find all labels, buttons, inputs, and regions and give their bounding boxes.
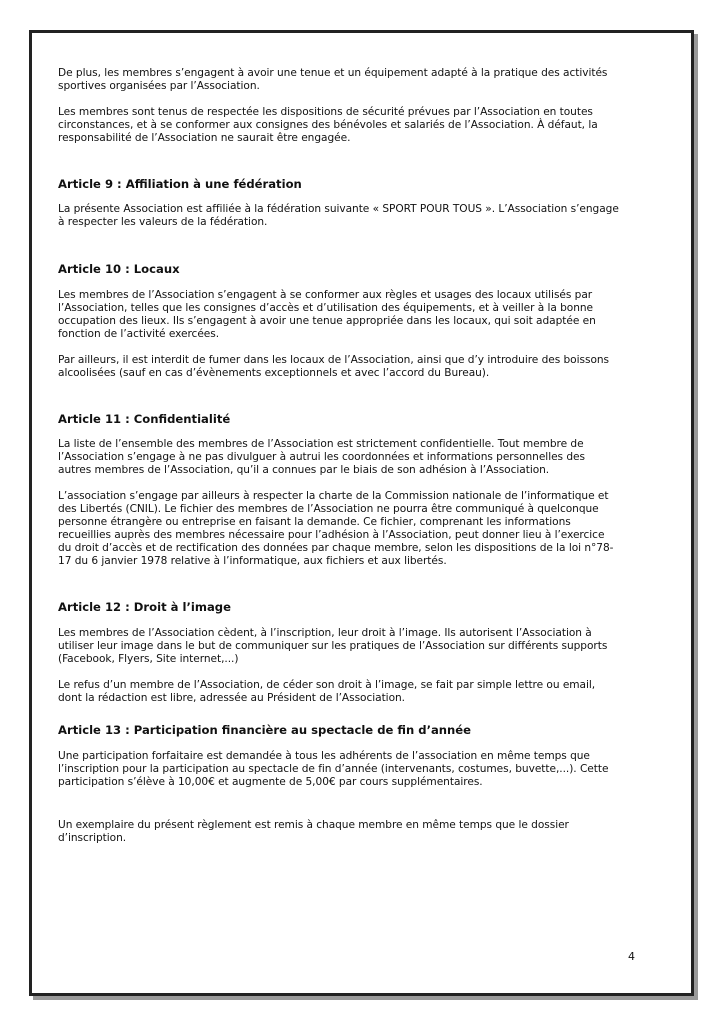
article-9-paragraph-1: La présente Association est affiliée à la fédération suivante « SPORT POUR TOUS ». L’Association s’engage à respecter les valeurs de la fédération. <box>58 203 619 228</box>
article-11-heading: Article 11 : Confidentialité <box>58 412 231 426</box>
article-10-paragraph-2: Par ailleurs, il est interdit de fumer dans les locaux de l’Association, ainsi que d’y introduire des boissons alcoolisées (sauf en cas d’évènements exceptionnels et avec l’accord du Bureau). <box>58 354 610 379</box>
article-10-paragraph-1: Les membres de l’Association s’engagent à se conformer aux règles et usages des locaux utilisés par l’Association, telles que les consignes d’accès et d’utilisation des équipements, et à veiller à la bonne occupation des lieux. Ils s’engagent à avoir une tenue appropriée dans les locaux, qui soit adaptée en fonction de l’activité exercées. <box>58 289 596 340</box>
article-9-heading: Article 9 : Affiliation à une fédération <box>58 177 302 191</box>
paragraph-intro-1: De plus, les membres s’engagent à avoir une tenue et un équipement adapté à la pratique des activités sportives organisées par l’Association. <box>58 67 608 92</box>
article-12-paragraph-2: Le refus d’un membre de l’Association, de céder son droit à l’image, se fait par simple lettre ou email, dont la rédaction est libre, adressée au Président de l’Association. <box>58 679 596 704</box>
article-12-paragraph-1: Les membres de l’Association cèdent, à l’inscription, leur droit à l’image. Ils autorisent l’Association à utiliser leur image dans le but de communiquer sur les pratiques de l’Association sur différents supports (Facebook, Flyers, Site internet,...) <box>58 627 608 665</box>
article-12-heading: Article 12 : Droit à l’image <box>58 600 231 614</box>
article-10-heading: Article 10 : Locaux <box>58 262 180 276</box>
page-number: 4 <box>628 950 635 963</box>
closing-paragraph: Un exemplaire du présent règlement est remis à chaque membre en même temps que le dossier d’inscription. <box>58 819 569 844</box>
article-11-paragraph-2: L’association s’engage par ailleurs à respecter la charte de la Commission nationale de l’informatique et des Libertés (CNIL). Le fichier des membres de l’Association ne pourra être communiqué à quelconque personne étrangère ou entreprise en faisant la demande. Ce fichier, comprenant les informations recueillies auprès des membres nécessaire pour l’adhésion à l’Association, peut donner lieu à l’exercice du droit d’accès et de rectification des données par chaque membre, selon les dispositions de la loi n°78-17 du 6 janvier 1978 relative à l’informatique, aux fichiers et aux libertés. <box>58 490 614 567</box>
article-13-heading: Article 13 : Participation financière au spectacle de fin d’année <box>58 723 472 737</box>
article-11-paragraph-1: La liste de l’ensemble des membres de l’Association est strictement confidentielle. Tout membre de l’Association s’engage à ne pas divulguer à autrui les coordonnées et informations personnelles des autres membres de l’Association, qu’il a connues par le biais de son adhésion à l’Association. <box>58 438 585 476</box>
paragraph-intro-2: Les membres sont tenus de respectée les dispositions de sécurité prévues par l’Association en toutes circonstances, et à se conformer aux consignes des bénévoles et salariés de l’Association. À défaut, la responsabilité de l’Association ne saurait être engagée. <box>58 106 598 144</box>
article-13-paragraph-1: Une participation forfaitaire est demandée à tous les adhérents de l’association en même temps que l’inscription pour la participation au spectacle de fin d’année (intervenants, costumes, buvette,...). Cette participation s’élève à 10,00€ et augmente de 5,00€ par cours supplémentaires. <box>58 750 609 788</box>
document-body <box>58 67 620 845</box>
